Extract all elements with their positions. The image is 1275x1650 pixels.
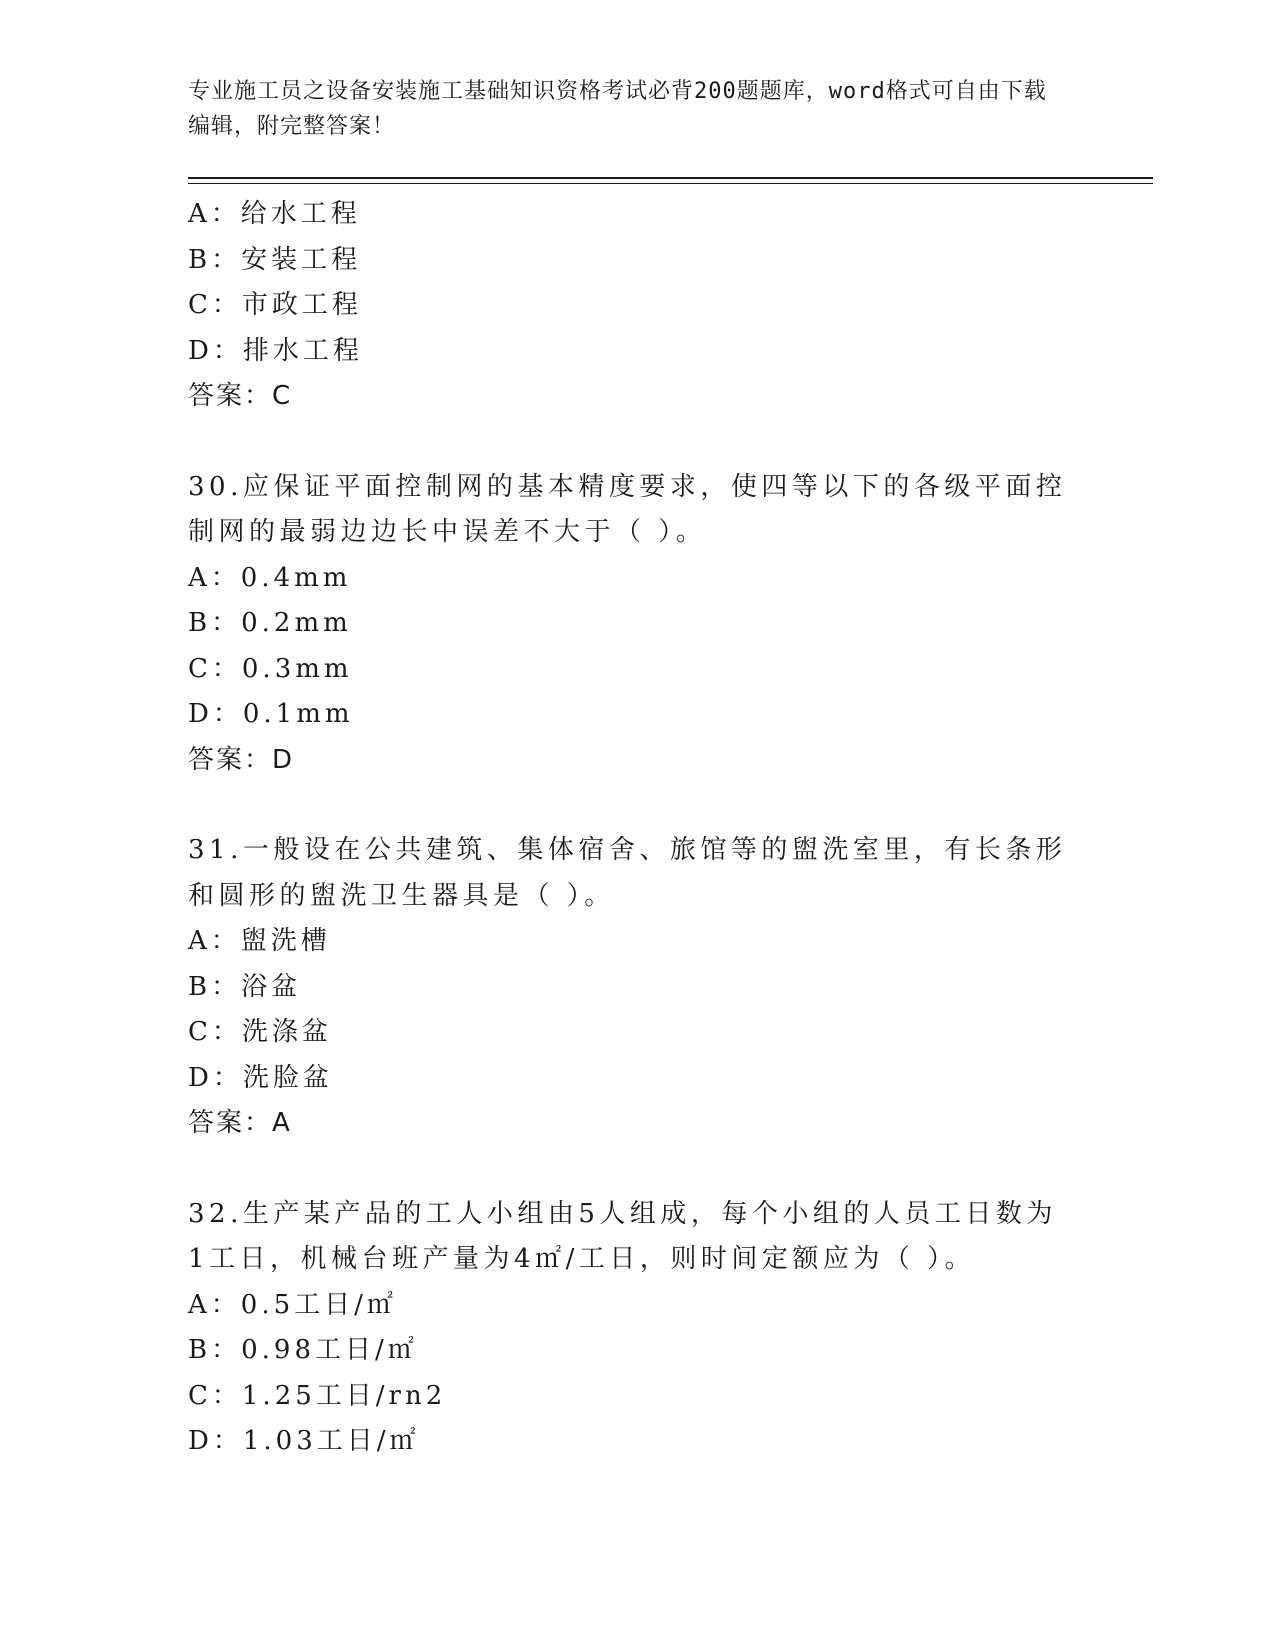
option-c: C：0.3mm (188, 653, 353, 684)
option-d: D：洗脸盆 (188, 1062, 333, 1093)
spacer (188, 1147, 1088, 1192)
document-header: 专业施工员之设备安装施工基础知识资格考试必背200题题库，word格式可自由下载编辑，附完整答案！ (188, 79, 1047, 139)
question-block (188, 465, 1088, 784)
option-a: A：给水工程 (188, 199, 361, 229)
header-divider-thin (188, 183, 1153, 184)
header-divider (188, 177, 1153, 179)
question-block (188, 1192, 1088, 1465)
option-d: D：0.1mm (188, 699, 354, 729)
option-a: A：盥洗槽 (188, 926, 331, 956)
answer-line: 答案：C (188, 381, 293, 411)
option-c: C：市政工程 (188, 290, 362, 320)
question-block (188, 192, 1088, 420)
answer-line: 答案：A (188, 1108, 292, 1138)
question-text: 32.生产某产品的工人小组由5人组成，每个小组的人员工日数为1工日，机械台班产量为4㎡/工日，则时间定额应为（ ）。 (188, 1198, 1057, 1274)
option-d: D：1.03工日/㎡ (188, 1426, 420, 1456)
option-d: D：排水工程 (188, 335, 363, 366)
option-b: B：0.98工日/㎡ (188, 1335, 418, 1365)
answer-line: 答案：D (188, 744, 295, 775)
option-a: A：0.4mm (188, 562, 352, 593)
question-list (188, 192, 1088, 1465)
spacer (188, 420, 1088, 465)
question-text: 30.应保证平面控制网的基本精度要求，使四等以下的各级平面控制网的最弱边边长中误差不大于（ ）。 (188, 471, 1067, 547)
option-b: B：0.2mm (188, 608, 352, 638)
spacer (188, 783, 1088, 828)
question-block (188, 828, 1088, 1147)
option-a: A：0.5工日/㎡ (188, 1289, 397, 1320)
option-b: B：浴盆 (188, 971, 302, 1002)
option-b: B：安装工程 (188, 244, 362, 275)
option-c: C：1.25工日/rn2 (188, 1380, 447, 1411)
question-text: 31.一般设在公共建筑、集体宿舍、旅馆等的盥洗室里，有长条形和圆形的盥洗卫生器具是（ ）。 (188, 835, 1067, 911)
option-c: C：洗涤盆 (188, 1017, 332, 1047)
